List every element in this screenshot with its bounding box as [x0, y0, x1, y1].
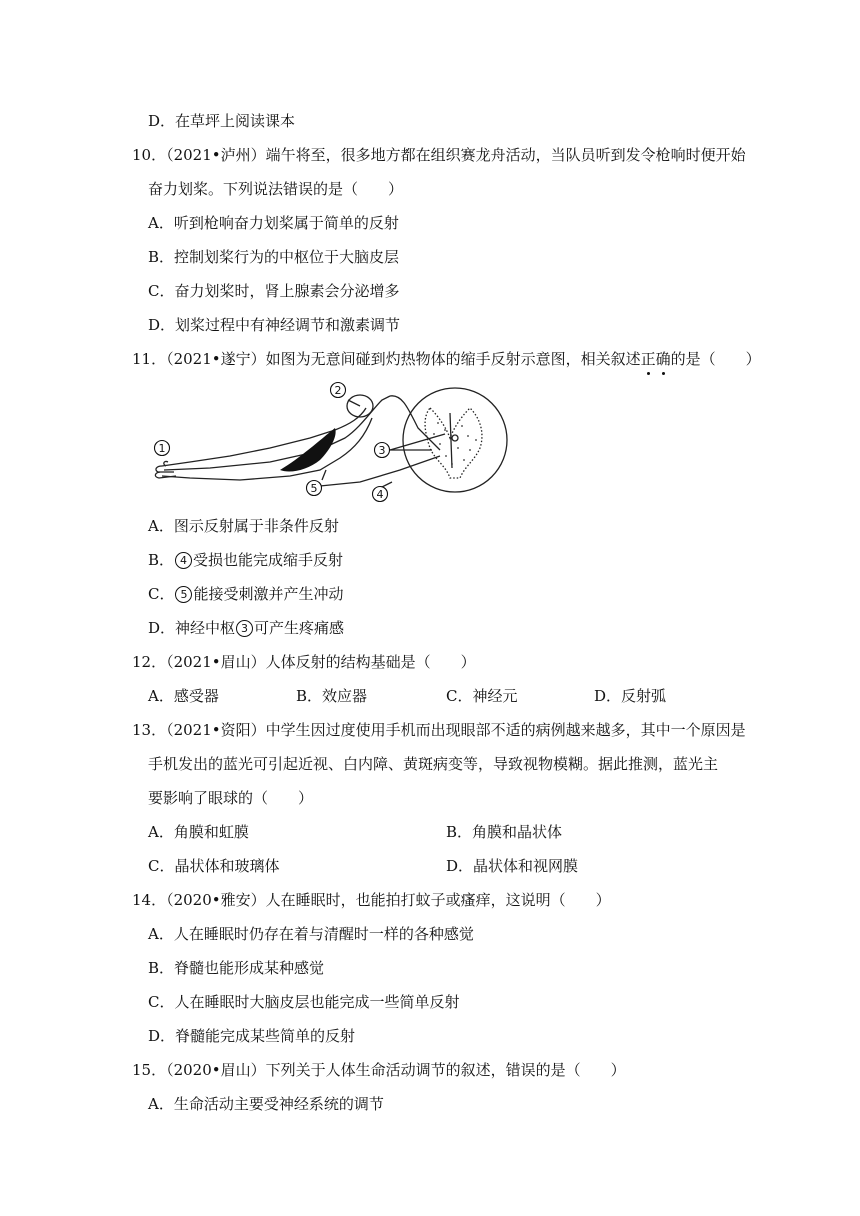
- q15-stem: 15．（2020•眉山）下列关于人体生命活动调节的叙述，错误的是（ ）: [132, 1061, 626, 1079]
- svg-text:2: 2: [334, 384, 342, 397]
- q12-option-b: B．效应器: [296, 687, 368, 705]
- q10-stem-line2: 奋力划桨。下列说法错误的是（ ）: [148, 180, 404, 198]
- q11-option-a: A．图示反射属于非条件反射: [148, 517, 339, 535]
- q14-option-a: A．人在睡眠时仍存在着与清醒时一样的各种感觉: [148, 925, 474, 943]
- figure-label-5: [307, 481, 322, 496]
- svg-text:4: 4: [376, 488, 384, 501]
- q13-stem-line3: 要影响了眼球的（ ）: [148, 789, 314, 807]
- q10-option-c: C．奋力划桨时，肾上腺素会分泌增多: [148, 282, 400, 300]
- figure-label-4: [373, 487, 388, 502]
- q13-stem-line2: 手机发出的蓝光可引起近视、白内障、黄斑病变等，导致视物模糊。据此推测，蓝光主: [148, 755, 719, 773]
- circled-number-5: 5: [175, 586, 192, 603]
- q13-option-a: A．角膜和虹膜: [148, 823, 249, 841]
- q12-option-d: D．反射弧: [594, 687, 667, 705]
- q11-option-d: D．神经中枢 3 可产生疼痛感: [148, 619, 345, 637]
- q10-option-d: D．划桨过程中有神经调节和激素调节: [148, 316, 401, 334]
- q11-option-c: C． 5 能接受刺激并产生冲动: [148, 585, 344, 603]
- q13-option-d: D．晶状体和视网膜: [446, 857, 579, 875]
- q10-stem-line1: 10．（2021•泸州）端午将至，很多地方都在组织赛龙舟活动，当队员听到发令枪响时便开始: [132, 146, 746, 164]
- q11-stem: 11．（2021•遂宁）如图为无意间碰到灼热物体的缩手反射示意图，相关叙述正 确 的是（ ）: [132, 349, 761, 369]
- q14-option-b: B．脊髓也能形成某种感觉: [148, 959, 325, 977]
- q14-option-c: C．人在睡眠时大脑皮层也能完成一些简单反射: [148, 993, 460, 1011]
- svg-text:1: 1: [158, 442, 166, 455]
- emphasis-char-1: 正: [641, 349, 656, 369]
- q15-option-a: A．生命活动主要受神经系统的调节: [148, 1095, 384, 1113]
- figure-label-3: [375, 443, 390, 458]
- svg-text:5: 5: [310, 482, 318, 495]
- q10-option-a: A．听到枪响奋力划桨属于简单的反射: [148, 214, 399, 232]
- q14-stem: 14．（2020•雅安）人在睡眠时，也能拍打蚊子或瘙痒，这说明（ ）: [132, 891, 611, 909]
- q13-stem-line1: 13．（2021•资阳）中学生因过度使用手机而出现眼部不适的病例越来越多，其中一个原因是: [132, 721, 746, 739]
- figure-label-1: [155, 441, 170, 456]
- q11-option-b: B． 4 受损也能完成缩手反射: [148, 551, 344, 569]
- q12-stem: 12．（2021•眉山）人体反射的结构基础是（ ）: [132, 653, 476, 671]
- svg-text:3: 3: [378, 444, 386, 457]
- q13-option-c: C．晶状体和玻璃体: [148, 857, 280, 875]
- emphasis-char-2: 确: [656, 349, 671, 369]
- circled-number-4: 4: [175, 552, 192, 569]
- q10-option-b: B．控制划桨行为的中枢位于大脑皮层: [148, 248, 400, 266]
- q9-option-d: D．在草坪上阅读课本: [148, 112, 296, 130]
- figure-label-2: [331, 383, 346, 398]
- q12-option-c: C．神经元: [446, 687, 518, 705]
- q13-option-b: B．角膜和晶状体: [446, 823, 563, 841]
- circled-number-3: 3: [236, 620, 253, 637]
- reflex-arc-figure: [150, 378, 530, 510]
- q14-option-d: D．脊髓能完成某些简单的反射: [148, 1027, 356, 1045]
- q12-option-a: A．感受器: [148, 687, 219, 705]
